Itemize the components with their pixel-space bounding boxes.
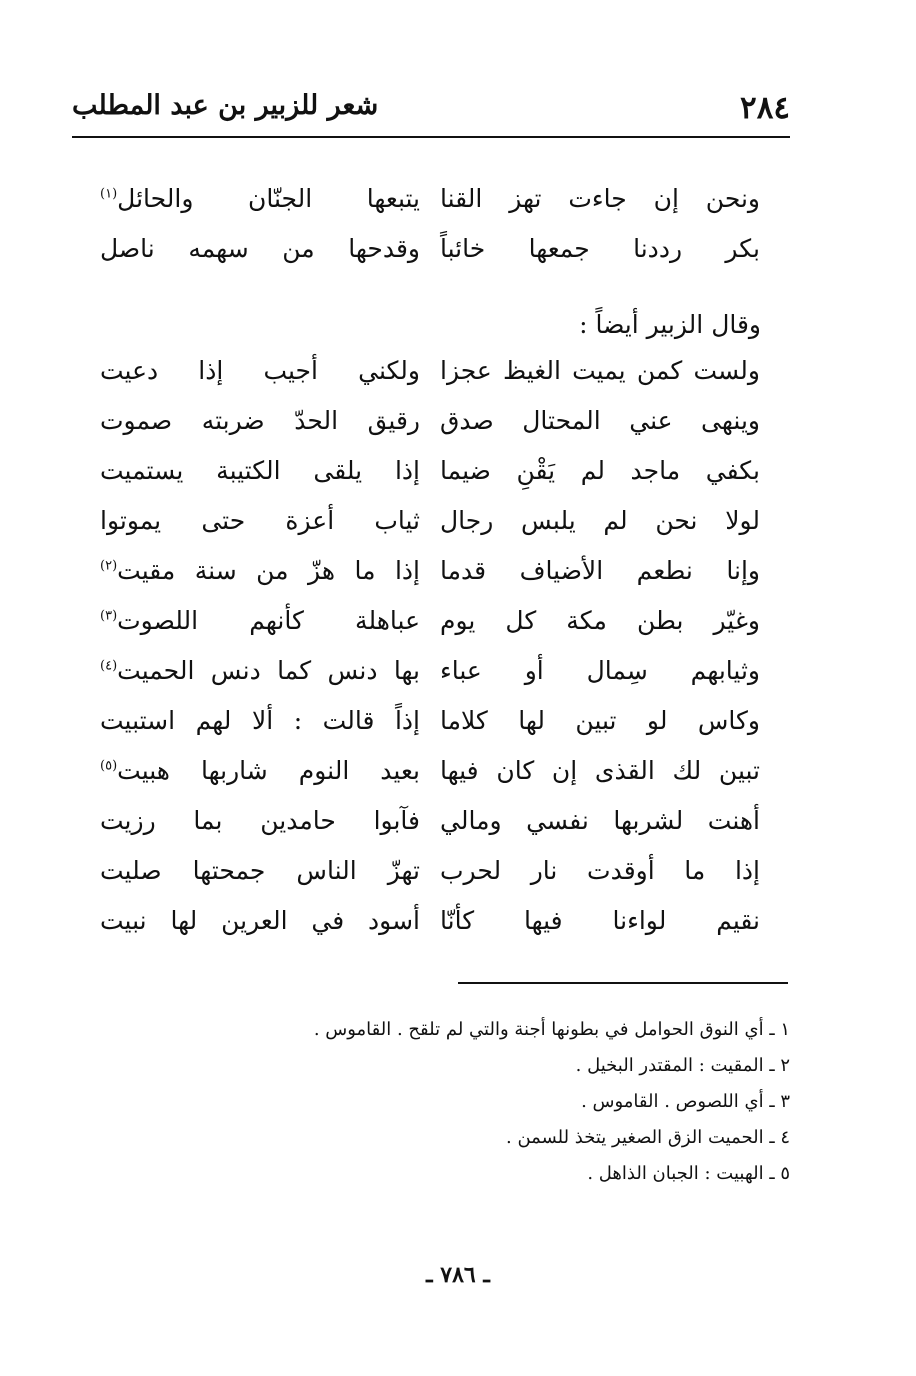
hemistich-text: يتبعها الجنّان والحائل: [117, 184, 420, 213]
verse-second-hemistich: [100, 656, 420, 685]
verse: [100, 234, 760, 284]
verse-second-hemistich: [100, 556, 420, 585]
hemistich-text: بعيد النوم شاربها هبيت: [117, 756, 420, 785]
verse-second-hemistich: إذاً قالت : ألا لهم استبيت: [100, 706, 420, 735]
verse: [100, 406, 760, 456]
verse-first-hemistich: تبين لك القذى إن كان فيها: [440, 756, 760, 785]
verse: [100, 856, 760, 906]
verse-first-hemistich: وكاس لو تبين لها كلاما: [440, 706, 760, 735]
verse-second-hemistich: ولكني أجيب إذا دعيت: [100, 356, 420, 385]
verse-second-hemistich: فآبوا حامدين بما رزيت: [100, 806, 420, 835]
verse-first-hemistich: بكفي ماجد لم يَقْنِ ضيما: [440, 456, 760, 485]
hemistich-text: إذا ما هزّ من سنة مقيت: [117, 556, 420, 585]
footnote-ref: (٥): [100, 758, 118, 774]
verse: [100, 756, 760, 806]
verse: [100, 184, 760, 234]
verse-second-hemistich: ثياب أعزة حتى يموتوا: [100, 506, 420, 535]
verse: [100, 906, 760, 956]
verse: [100, 656, 760, 706]
verse-first-hemistich: إذا ما أوقدت نار لحرب: [440, 856, 760, 885]
verse-first-hemistich: بكر رددنا جمعها خائباً: [440, 234, 760, 263]
verse: [100, 506, 760, 556]
page-number: ٢٨٤: [740, 90, 790, 126]
hemistich-text: بها دنس كما دنس الحميت: [117, 656, 420, 685]
footnote: ٢ ـ المقيت : المقتدر البخيل .: [575, 1055, 790, 1076]
footnote: ٥ ـ الهبيت : الجبان الذاهل .: [587, 1163, 790, 1184]
running-title: شعر للزبير بن عبد المطلب: [72, 90, 379, 121]
verse: [100, 606, 760, 656]
footnote-ref: (١): [100, 186, 118, 202]
verse-first-hemistich: وثيابهم سِمال أو عباء: [440, 656, 760, 685]
footnote-ref: (٢): [100, 558, 118, 574]
verse: [100, 356, 760, 406]
verse-second-hemistich: إذا يلقى الكتيبة يستميت: [100, 456, 420, 485]
verse: [100, 806, 760, 856]
verse-second-hemistich: أسود في العرين لها نبيت: [100, 906, 420, 935]
verse-second-hemistich: [100, 606, 420, 635]
verse-second-hemistich: وقدحها من سهمه ناصل: [100, 234, 420, 263]
verse: [100, 556, 760, 606]
verse-second-hemistich: [100, 756, 420, 785]
verse-second-hemistich: رقيق الحدّ ضربته صموت: [100, 406, 420, 435]
poem-intro: وقال الزبير أيضاً :: [579, 310, 761, 339]
footnote-ref: (٣): [100, 608, 118, 624]
verse-second-hemistich: [100, 184, 420, 213]
verse-first-hemistich: وإنا نطعم الأضياف قدما: [440, 556, 760, 585]
footnotes: [190, 1012, 790, 1192]
verse: [100, 456, 760, 506]
verse-first-hemistich: ونحن إن جاءت تهز القنا: [440, 184, 760, 213]
verse-first-hemistich: أهنت لشربها نفسي ومالي: [440, 806, 760, 835]
verse-first-hemistich: نقيم لواءنا فيها كأنّا: [440, 906, 760, 935]
footnote: ١ ـ أي النوق الحوامل في بطونها أجنة والتي لم تلقح . القاموس .: [313, 1019, 790, 1040]
verse-first-hemistich: ولست كمن يميت الغيظ عجزا: [440, 356, 760, 385]
verse-first-hemistich: وغيّر بطن مكة كل يوم: [440, 606, 760, 635]
hemistich-text: عباهلة كأنهم اللصوت: [117, 606, 420, 635]
footnote: ٣ ـ أي اللصوص . القاموس .: [581, 1091, 790, 1112]
verse-first-hemistich: لولا نحن لم يلبس رجال: [440, 506, 760, 535]
verse-block-1: [100, 184, 760, 284]
folio-number: ـ ٧٨٦ ـ: [426, 1262, 490, 1288]
footnote-divider: [458, 982, 788, 984]
footnote: ٤ ـ الحميت الزق الصغير يتخذ للسمن .: [506, 1127, 790, 1148]
footnote-ref: (٤): [100, 658, 118, 674]
page-header: [72, 86, 790, 138]
verse-block-2: [100, 356, 760, 956]
verse-second-hemistich: تهزّ الناس جمحتها صليت: [100, 856, 420, 885]
verse: [100, 706, 760, 756]
verse-first-hemistich: وينهى عني المحتال صدق: [440, 406, 760, 435]
